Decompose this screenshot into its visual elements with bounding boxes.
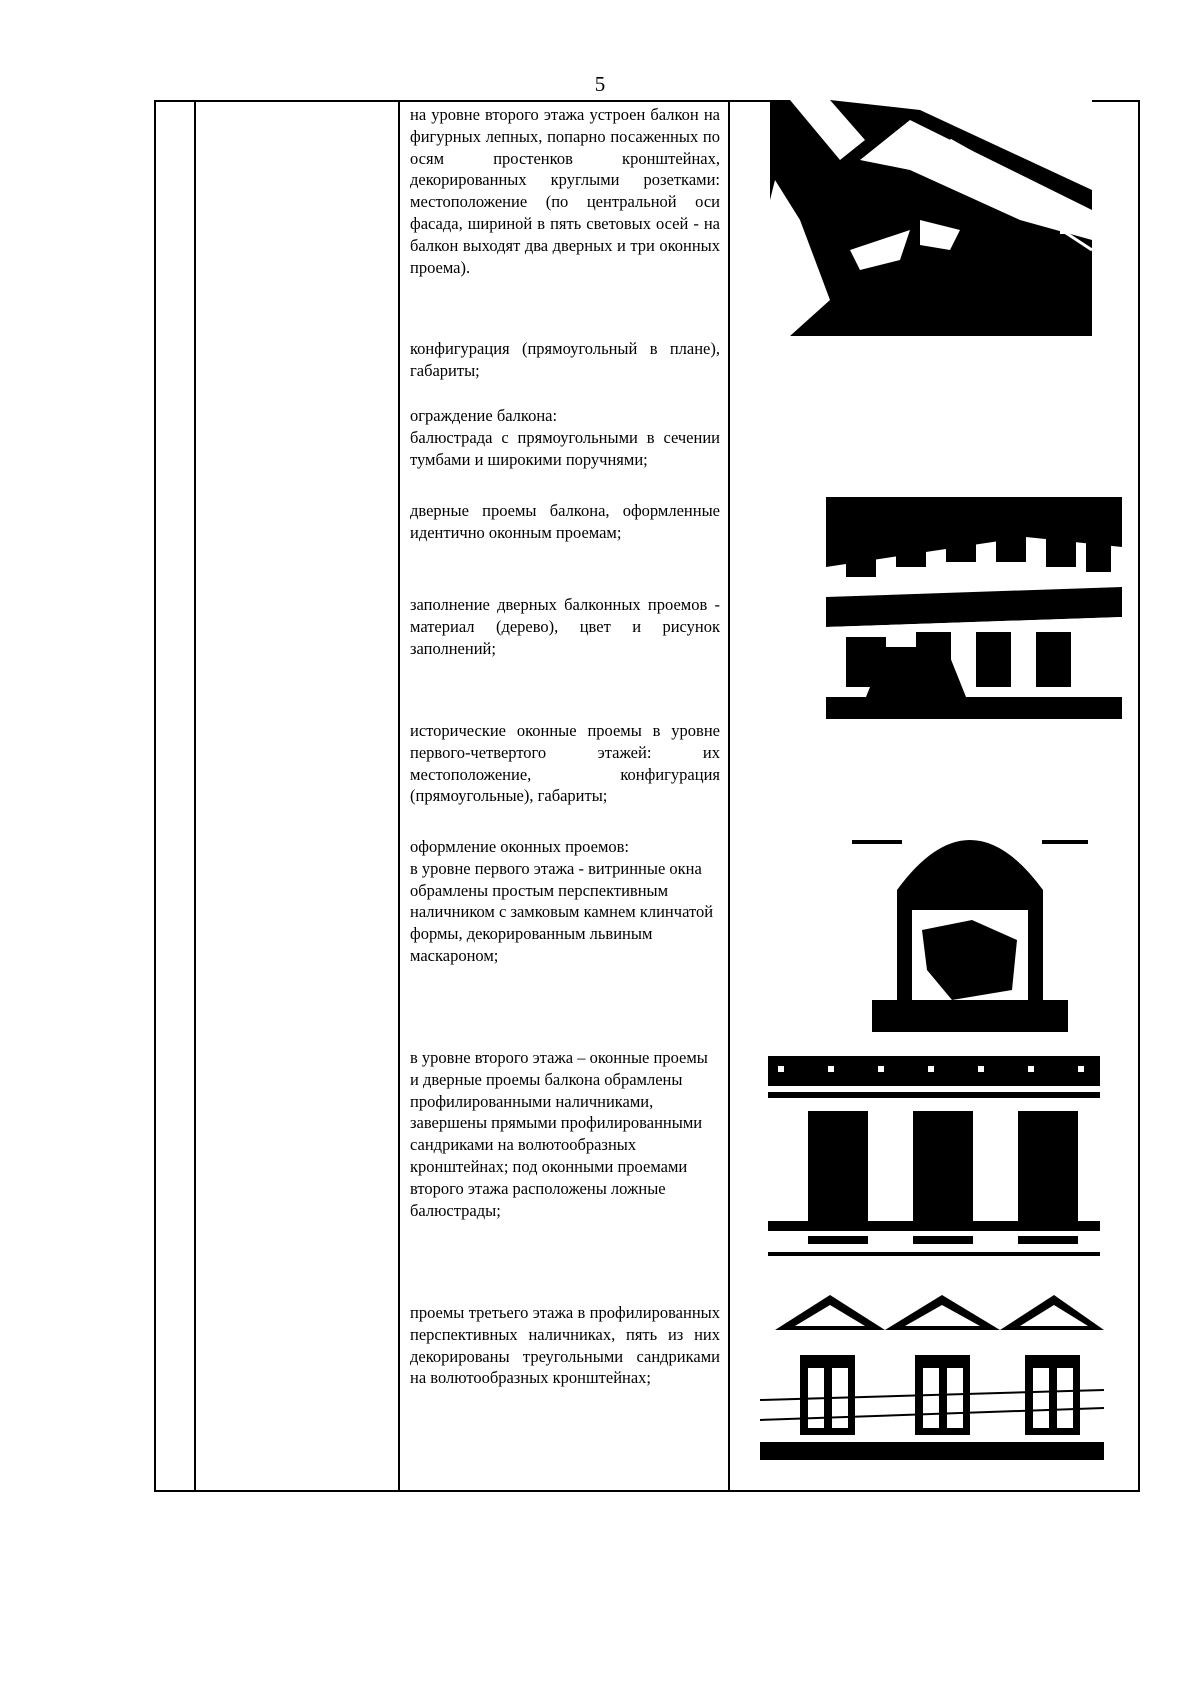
third-floor-text: проемы третьего этажа в профилированных перспективных наличниках, пять из них декорированы треугольными сандриками на волютообразных кронштейнах; [410, 1303, 720, 1388]
table-column-divider [194, 100, 196, 1492]
window-decor-text: в уровне первого этажа - витринные окна обрамлены простым перспективным наличником с замковым камнем клинчатой формы, декорированным львиным маскароном; [410, 858, 714, 965]
config-text: конфигурация (прямоугольный в плане), габариты; [410, 339, 720, 380]
window-decor-title: оформление оконных проемов: [410, 837, 630, 856]
window-decor-block [410, 836, 720, 967]
table-column-divider [398, 100, 400, 1492]
railing-block [410, 405, 720, 470]
doors-text: дверные проемы балкона, оформленные идентично оконным проемам; [410, 501, 720, 542]
railing-text: балюстрада с прямоугольными в сечении тумбами и широкими поручнями; [410, 427, 720, 469]
hist-windows-text: исторические оконные проемы в уровне первого-четвертого этажей: их местоположение, конфигурация (прямоугольные), габариты; [410, 721, 720, 806]
second-floor-text: в уровне второго этажа – оконные проемы и дверные проемы балкона обрамлены профилированными наличниками, завершены прямыми профилированными сандриками на волютообразных кронштейнах; под оконными проемами второго этажа расположены ложные балюстрады; [410, 1048, 708, 1220]
third-floor-pediments-photo [760, 1290, 1104, 1460]
balcony-text: на уровне второго этажа устроен балкон на фигурных лепных, попарно посаженных по осям простенков кронштейнах, декорированных круглыми розетками: местоположение (по центральной оси фасада, шириной в пять световых осей - на балкон выходят два дверных и три оконных проема). [410, 105, 720, 277]
table-column-divider [728, 100, 730, 1492]
page-number: 5 [594, 72, 606, 96]
arched-showcase-window-photo [852, 800, 1088, 1032]
railing-title: ограждение балкона: [410, 406, 558, 425]
second-floor-windows-photo [768, 1056, 1100, 1262]
balcony-bracket-photo [770, 100, 1092, 336]
facade-balcony-photo [826, 497, 1122, 719]
door-fill-text: заполнение дверных балконных проемов - материал (дерево), цвет и рисунок заполнений; [410, 595, 720, 658]
